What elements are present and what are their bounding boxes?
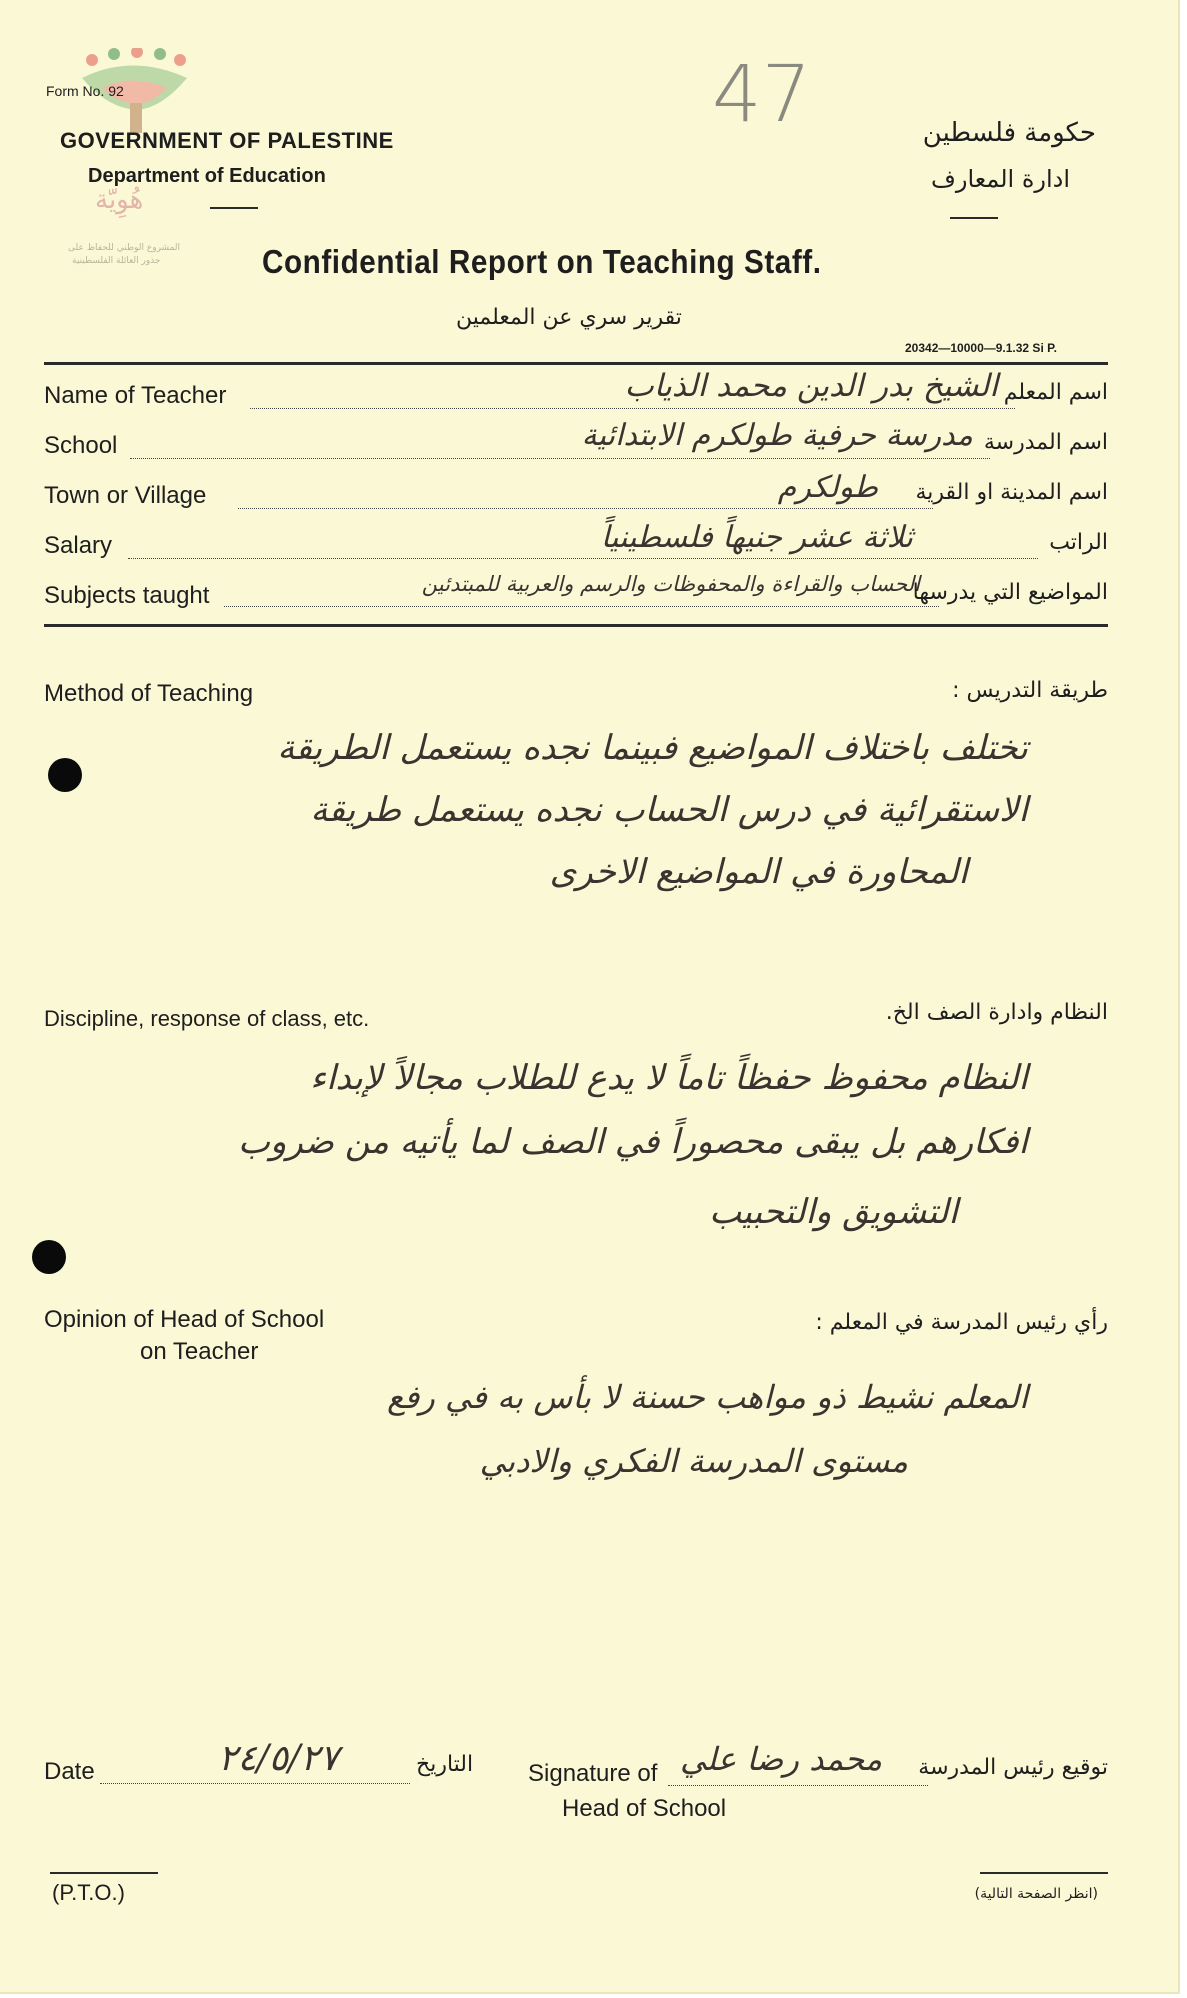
discipline-text-line-1: النظام محفوظ حفظاً تاماً لا يدع للطلاب مجالاً لإبداء [310,1058,1028,1098]
pto-rule-left [50,1872,158,1874]
signature-line [668,1785,928,1786]
opinion-label-en-2: on Teacher [140,1338,259,1365]
opinion-text-line-1: المعلم نشيط ذو مواهب حسنة لا بأس به في رفع [387,1378,1028,1416]
top-rule [44,362,1108,365]
opinion-label-ar: رأي رئيس المدرسة في المعلم : [815,1310,1108,1335]
form-number: Form No. 92 [46,83,124,99]
watermark-subtitle-2: جذور العائلة الفلسطينية [72,256,161,266]
hawiya-watermark-logo [62,48,202,178]
date-line [100,1783,410,1784]
pto-ar: (انظر الصفحة التالية) [974,1886,1098,1902]
watermark-text: هُوِيّة [95,185,144,215]
report-title-ar: تقرير سري عن المعلمين [456,305,682,330]
pto-en: (P.T.O.) [52,1880,125,1905]
opinion-label-en-1: Opinion of Head of School [44,1306,325,1333]
watermark-subtitle-1: المشروع الوطني للحفاظ على [68,243,181,253]
method-label-en: Method of Teaching [44,680,254,707]
method-label-ar: طريقة التدريس : [952,678,1108,703]
field-label-name-en: Name of Teacher [44,382,227,409]
method-text-line-2: الاستقرائية في درس الحساب نجده يستعمل طريقة [310,790,1028,830]
fields-bottom-rule [44,624,1108,627]
field-value-name: الشيخ بدر الدين محمد الذياب [624,368,998,404]
date-value: ٢٤/٥/٢٧ [218,1738,339,1779]
field-line-school [130,458,990,459]
pto-rule-right [980,1872,1108,1874]
field-line-town [238,508,933,509]
field-value-school: مدرسة حرفية طولكرم الابتدائية [581,418,973,453]
field-value-subjects: الحساب والقراءة والمحفوظات والرسم والعربية للمبتدئين [421,572,920,596]
header-short-rule-right [950,217,998,219]
field-line-salary [128,558,1038,559]
date-label-ar: التاريخ [416,1752,474,1777]
date-label-en: Date [44,1758,95,1785]
field-value-salary: ثلاثة عشر جنيهاً فلسطينياً [600,520,913,555]
signature-label-en-1: Signature of [528,1760,658,1787]
signature-label-ar: توقيع رئيس المدرسة [918,1755,1108,1780]
discipline-label-en: Discipline, response of class, etc. [44,1006,370,1031]
field-label-school-ar: اسم المدرسة [983,430,1108,455]
government-title-ar: حكومة فلسطين [922,118,1096,148]
signature-value: محمد رضا علي [680,1740,883,1778]
government-title-en: GOVERNMENT OF PALESTINE [60,128,394,153]
field-label-town-ar: اسم المدينة او القرية [915,480,1108,505]
field-label-school-en: School [44,432,118,459]
punch-hole-top [48,758,82,792]
field-label-subjects-en: Subjects taught [44,582,210,609]
header-short-rule-left [210,207,258,209]
field-line-name [250,408,1015,409]
print-code: 20342—10000—9.1.32 Si P. [905,341,1057,355]
department-title-ar: ادارة المعارف [930,165,1070,193]
field-label-town-en: Town or Village [44,482,207,509]
punch-hole-bottom [32,1240,66,1274]
report-title-en: Confidential Report on Teaching Staff. [262,243,822,280]
opinion-text-line-2: مستوى المدرسة الفكري والادبي [479,1442,908,1480]
field-label-salary-ar: الراتب [1049,530,1108,555]
discipline-label-ar: النظام وادارة الصف الخ. [885,1000,1108,1025]
department-title-en: Department of Education [88,165,326,187]
field-label-name-ar: اسم المعلم [1003,380,1108,405]
discipline-text-line-3: التشويق والتحبيب [709,1192,958,1232]
signature-label-en-2: Head of School [562,1795,727,1822]
field-line-subjects [224,606,939,607]
method-text-line-3: المحاورة في المواضيع الاخرى [549,852,968,892]
method-text-line-1: تختلف باختلاف المواضيع فبينما نجده يستعمل الطريقة [277,728,1028,768]
field-label-subjects-ar: المواضيع التي يدرسها [912,580,1108,605]
page-number: 47 [712,50,812,140]
field-label-salary-en: Salary [44,532,113,559]
discipline-text-line-2: افكارهم بل يبقى محصوراً في الصف لما يأتيه من ضروب [237,1122,1028,1162]
field-value-town: طولكرم [777,470,878,505]
